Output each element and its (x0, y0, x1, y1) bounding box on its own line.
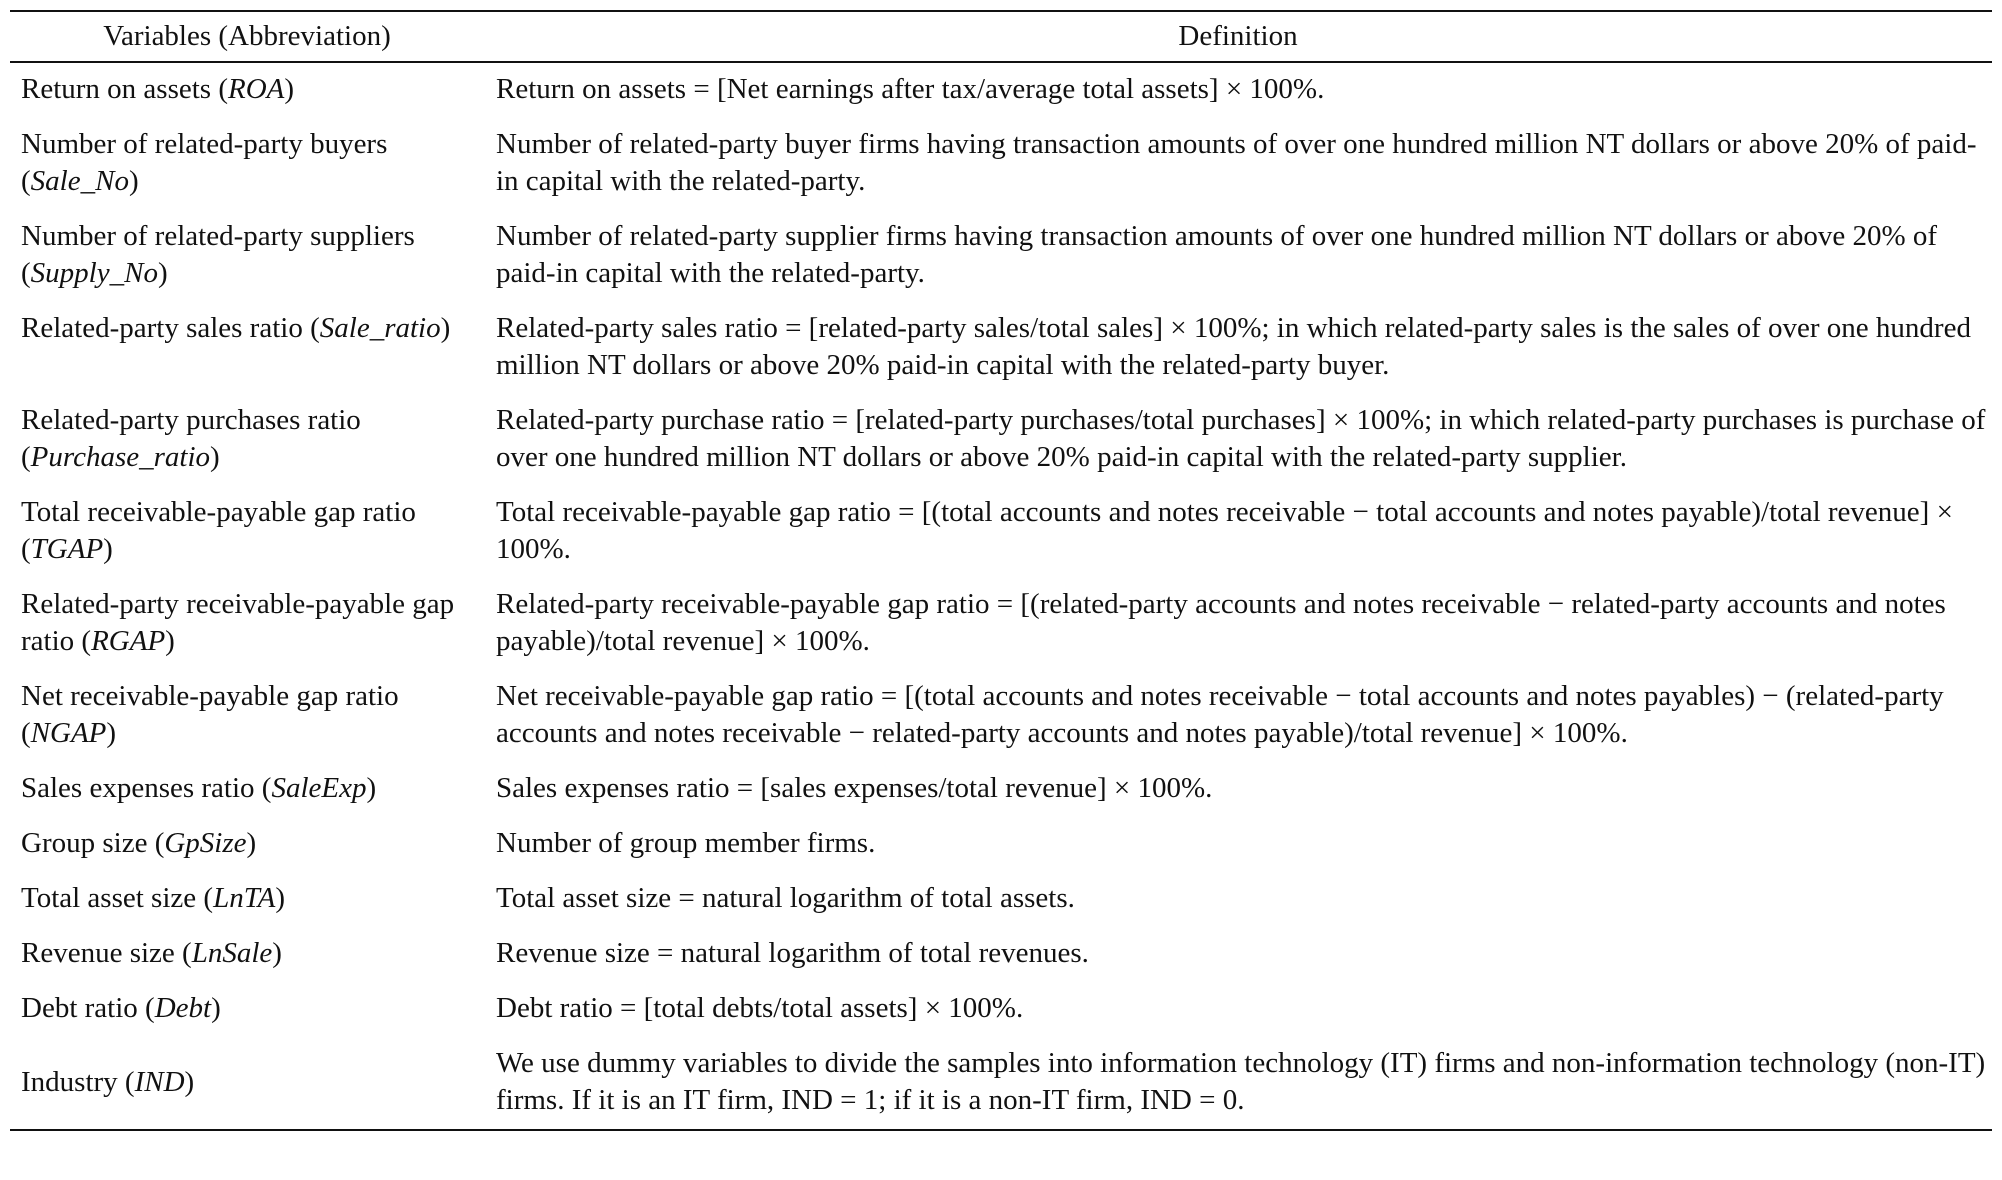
variable-cell: Debt ratio (Debt) (21, 992, 221, 1024)
variable-name: Debt ratio (21, 992, 138, 1024)
variable-abbreviation: LnSale (191, 937, 273, 969)
table-row (10, 670, 1992, 762)
table-row (10, 486, 1992, 578)
variable-abbreviation: Debt (154, 992, 212, 1024)
variable-cell: Number of related-party suppliers (Supply_No) (21, 220, 415, 289)
table-row (10, 118, 1992, 210)
variable-abbreviation: Supply_No (30, 257, 158, 289)
variable-name: Related-party purchases ratio (21, 404, 361, 436)
variable-abbreviation: TGAP (30, 533, 104, 565)
header-definition: Definition (484, 11, 1992, 62)
variable-cell: Total asset size (LnTA) (21, 882, 286, 914)
definition-cell: Net receivable-payable gap ratio = [(total accounts and notes receivable − total accounts and notes payables) − (related-party accounts and notes receivable − related-party accounts and notes payable)/total revenue] × 100%. (496, 680, 1944, 749)
definition-cell: Number of related-party buyer firms having transaction amounts of over one hundred million NT dollars or above 20% of paid-in capital with the related-party. (496, 128, 1977, 197)
table-row (10, 762, 1992, 817)
variable-cell: Net receivable-payable gap ratio (NGAP) (21, 680, 399, 749)
definition-cell: Related-party purchase ratio = [related-party purchases/total purchases] × 100%; in which related-party purchases is purchase of over one hundred million NT dollars or above 20% paid-in capital with the related-party supplier. (496, 404, 1986, 473)
variable-cell: Number of related-party buyers (Sale_No) (21, 128, 388, 197)
variable-definition-table-container (10, 10, 1992, 1131)
variable-cell: Related-party purchases ratio (Purchase_ratio) (21, 404, 361, 473)
table-row (10, 817, 1992, 872)
variable-abbreviation: GpSize (164, 827, 247, 859)
variable-abbreviation: RGAP (91, 625, 166, 657)
table-row (10, 1037, 1992, 1130)
variable-name: Number of related-party buyers (21, 128, 388, 160)
definition-cell: Number of group member firms. (496, 827, 876, 859)
variable-cell: Total receivable-payable gap ratio (TGAP) (21, 496, 416, 565)
variable-abbreviation: Sale_ratio (319, 312, 441, 344)
variable-name: Industry (21, 1065, 118, 1098)
variable-abbreviation: ROA (228, 73, 285, 105)
table-row (10, 302, 1992, 394)
table-row (10, 982, 1992, 1037)
variable-cell: Related-party sales ratio (Sale_ratio) (21, 312, 451, 344)
definition-cell: Related-party sales ratio = [related-party sales/total sales] × 100%; in which related-party sales is the sales of over one hundred million NT dollars or above 20% paid-in capital with the related-party buyer. (496, 312, 1971, 381)
variable-name: Sales expenses ratio (21, 772, 255, 804)
header-variable: Variables (Abbreviation) (10, 11, 484, 62)
table-row (10, 210, 1992, 302)
variable-name: Group size (21, 827, 148, 859)
definition-cell: Debt ratio = [total debts/total assets] × 100%. (496, 992, 1024, 1024)
variable-abbreviation: NGAP (30, 717, 107, 749)
variable-abbreviation: SaleExp (271, 772, 367, 804)
variable-name: Net receivable-payable gap ratio (21, 680, 399, 712)
table-row (10, 872, 1992, 927)
variable-cell: Industry (IND) (10, 1037, 484, 1130)
definition-cell: Total asset size = natural logarithm of total assets. (496, 882, 1075, 914)
variable-abbreviation: Purchase_ratio (30, 441, 211, 473)
variable-cell: Return on assets (ROA) (21, 73, 295, 105)
variable-name: Total receivable-payable gap ratio (21, 496, 416, 528)
variable-name: Revenue size (21, 937, 175, 969)
variable-cell: Group size (GpSize) (21, 827, 257, 859)
definition-cell: Number of related-party supplier firms having transaction amounts of over one hundred million NT dollars or above 20% of paid-in capital with the related-party. (496, 220, 1938, 289)
definition-cell: Total receivable-payable gap ratio = [(total accounts and notes receivable − total accounts and notes payable)/total revenue] × 100%. (496, 496, 1953, 565)
table-row (10, 578, 1992, 670)
variable-name: Related-party receivable-payable gap ratio (21, 588, 455, 657)
definition-cell: We use dummy variables to divide the samples into information technology (IT) firms and non-information technology (non-IT) firms. If it is an IT firm, IND = 1; if it is a non-IT firm, IND = 0. (484, 1037, 1992, 1130)
table-row (10, 927, 1992, 982)
variable-cell: Revenue size (LnSale) (21, 937, 282, 969)
definition-cell: Related-party receivable-payable gap ratio = [(related-party accounts and notes receivable − related-party accounts and notes payable)/total revenue] × 100%. (496, 588, 1946, 657)
variable-name: Related-party sales ratio (21, 312, 303, 344)
table-header-row (10, 11, 1992, 62)
definition-cell: Sales expenses ratio = [sales expenses/total revenue] × 100%. (496, 772, 1213, 804)
variable-abbreviation: IND (134, 1065, 185, 1098)
table-row (10, 394, 1992, 486)
variable-abbreviation: Sale_No (30, 165, 129, 197)
variable-name: Return on assets (21, 73, 212, 105)
variable-cell: Sales expenses ratio (SaleExp) (21, 772, 377, 804)
table-body (10, 62, 1992, 1130)
variable-name: Total asset size (21, 882, 197, 914)
variable-abbreviation: LnTA (213, 882, 276, 914)
definition-cell: Revenue size = natural logarithm of total revenues. (496, 937, 1089, 969)
definition-cell: Return on assets = [Net earnings after tax/average total assets] × 100%. (496, 73, 1325, 105)
variable-definition-table (10, 10, 1992, 1131)
variable-cell: Related-party receivable-payable gap ratio (RGAP) (21, 588, 455, 657)
variable-name: Number of related-party suppliers (21, 220, 415, 252)
table-row (10, 62, 1992, 118)
